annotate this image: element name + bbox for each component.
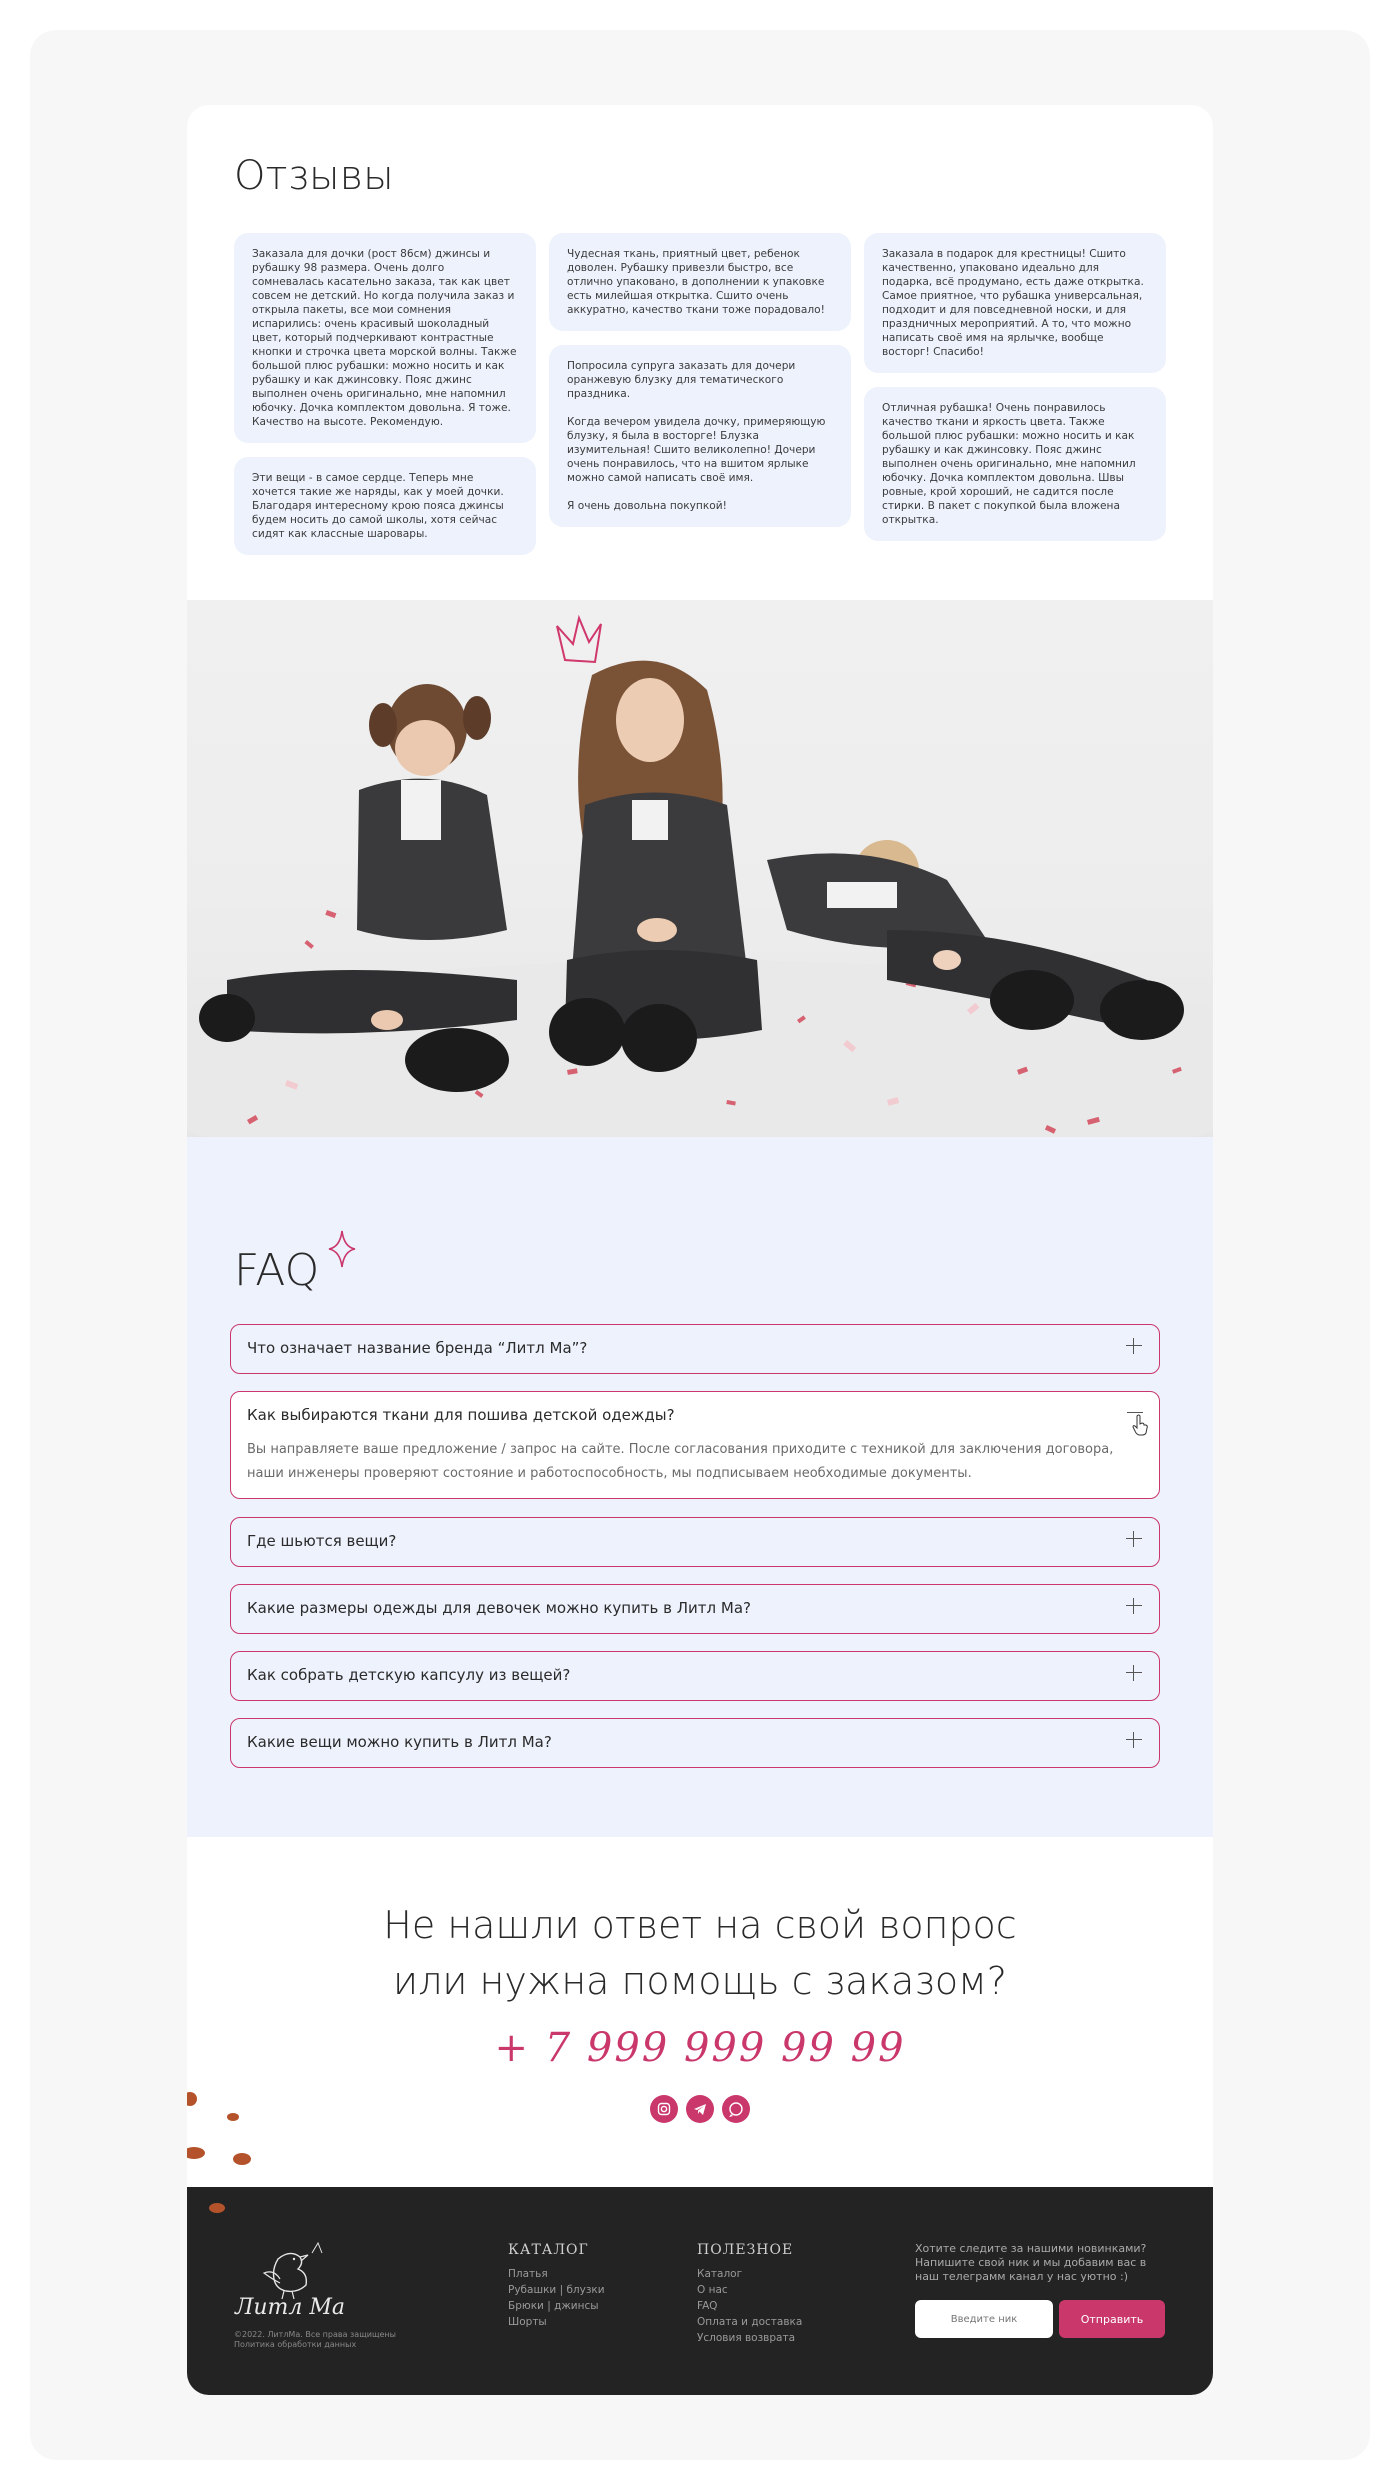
footer-useful-title: ПОЛЕЗНОЕ	[697, 2242, 794, 2258]
sparkle-icon	[327, 1229, 357, 1269]
reviews-column-1	[234, 233, 536, 569]
footer-link[interactable]: Условия возврата	[697, 2332, 796, 2344]
contact-heading	[187, 1897, 1213, 2009]
copyright	[234, 2330, 396, 2350]
faq-item[interactable]	[230, 1584, 1160, 1634]
review-card	[549, 233, 851, 331]
faq-question: Что означает название бренда “Литл Ма”?	[247, 1339, 588, 1357]
footer-link[interactable]: Шорты	[508, 2316, 547, 2328]
faq-question: Какие вещи можно купить в Литл Ма?	[247, 1733, 552, 1751]
faq-question: Какие размеры одежды для девочек можно купить в Литл Ма?	[247, 1599, 751, 1617]
copyright-text: ©2022. ЛитлМа. Все права защищены	[234, 2330, 396, 2339]
whatsapp-icon[interactable]	[722, 2095, 750, 2123]
faq-item[interactable]	[230, 1651, 1160, 1701]
contact-heading-line: Не нашли ответ на свой вопрос	[383, 1903, 1017, 1947]
plus-icon[interactable]	[1125, 1337, 1143, 1355]
plus-icon[interactable]	[1125, 1530, 1143, 1548]
footer-link[interactable]: Брюки | джинсы	[508, 2300, 599, 2312]
phone-link[interactable]: + 7 999 999 99 99	[494, 2025, 906, 2071]
hand-cursor-icon	[1131, 1414, 1149, 1436]
faq-item[interactable]	[230, 1324, 1160, 1374]
reviews-title: Отзывы	[234, 153, 394, 199]
review-text: Отличная рубашка! Очень понравилось качество ткани и яркость цвета. Также большой плюс рубашки: можно носить и как рубашку и как джинсовку. Пояс джинс выполнен очень оригинально, мне напомнил юбочку. Дочка комплектом довольна. Швы ровные, крой хороший, не садится после стирки. В пакет с покупкой была вложена открытка.	[882, 402, 1136, 526]
footer-link[interactable]: Оплата и доставка	[697, 2316, 803, 2328]
faq-question: Как собрать детскую капсулу из вещей?	[247, 1666, 571, 1684]
faq-item-open[interactable]	[230, 1391, 1160, 1499]
kids-photo	[187, 600, 1213, 1137]
decor-dot	[227, 2113, 239, 2121]
footer-catalog	[508, 2242, 605, 2330]
footer-link[interactable]: О нас	[697, 2284, 728, 2296]
review-card	[549, 345, 851, 527]
nickname-input[interactable]	[915, 2300, 1053, 2338]
faq-item[interactable]	[230, 1517, 1160, 1567]
reviews-column-3	[864, 233, 1166, 555]
review-text: Заказала для дочки (рост 86см) джинсы и рубашку 98 размера. Очень долго сомневалась касательно заказа, так как цвет совсем не детский. Но когда получила заказ и открыла пакеты, все мои сомнения испарились: очень красивый шоколадный цвет, который подчеркивают контрастные кнопки и строчка цвета морской волны. Также большой плюс рубашки: можно носить и как рубашку и как джинсовку. Пояс джинс выполнен очень оригинально, мне напомнил юбочку. Дочка комплектом довольна. Я тоже. Качество на высоте. Рекомендую.	[252, 248, 517, 428]
reviews-column-2	[549, 233, 851, 541]
faq-section	[187, 1137, 1213, 1837]
review-text: Когда вечером увидела дочку, примеряющую блузку, я была в восторге! Блузка изумительная! Сшито великолепно! Дочери очень понравилось, что на вшитом ярлыке можно самой написать своё имя.	[567, 416, 826, 484]
faq-title: FAQ	[234, 1245, 320, 1296]
contact-section	[187, 1837, 1213, 2187]
decor-dot	[233, 2153, 251, 2165]
faq-question: Где шьются вещи?	[247, 1532, 397, 1550]
telegram-icon[interactable]	[686, 2095, 714, 2123]
faq-question: Как выбираются ткани для пошива детской одежды?	[247, 1406, 675, 1424]
review-text: Я очень довольна покупкой!	[567, 500, 727, 512]
review-text: Эти вещи - в самое сердце. Теперь мне хочется такие же наряды, как у моей дочки. Благодаря интересному крою пояса джинсы будем носить до самой школы, хотя сейчас сидят как классные шаровары.	[252, 472, 504, 540]
page-sheet	[187, 105, 1213, 2395]
contact-heading-line: или нужна помощь с заказом?	[393, 1959, 1007, 2003]
send-button[interactable]: Отправить	[1059, 2300, 1165, 2338]
footer-link[interactable]: FAQ	[697, 2300, 718, 2312]
privacy-policy-link[interactable]: Политика обработки данных	[234, 2340, 357, 2349]
review-text: Заказала в подарок для крестницы! Сшито качественно, упаковано идеально для подарка, всё продумано, есть даже открытка. Самое приятное, что рубашка универсальная, подходит и для повседневной носки, и для праздничных мероприятий. А то, что можно написать своё имя на ярлычке, вообще восторг! Спасибо!	[882, 248, 1144, 358]
plus-icon[interactable]	[1125, 1664, 1143, 1682]
footer-link[interactable]: Платья	[508, 2268, 548, 2280]
plus-icon[interactable]	[1125, 1731, 1143, 1749]
plus-icon[interactable]	[1125, 1597, 1143, 1615]
decor-dot	[187, 2092, 197, 2106]
review-card	[864, 233, 1166, 373]
brand-name: Литл Ма	[235, 2295, 346, 2320]
footer-link[interactable]: Рубашки | блузки	[508, 2284, 605, 2296]
decor-dot	[187, 2147, 205, 2159]
review-text: Попросила супруга заказать для дочери оранжевую блузку для тематического праздника.	[567, 360, 796, 400]
footer-useful	[697, 2242, 802, 2346]
subscribe-text: Хотите следите за нашими новинками? Напишите свой ник и мы добавим вас в наш телеграмм канал у нас уютно :)	[915, 2242, 1147, 2283]
faq-answer: Вы направляете ваше предложение / запрос на сайте. После согласования приходите с техникой для заключения договора, наши инженеры проверяют состояние и работоспособность, мы подписываем необходимые документы.	[247, 1442, 1114, 1481]
footer-link[interactable]: Каталог	[697, 2268, 743, 2280]
footer	[187, 2187, 1213, 2395]
review-card	[864, 387, 1166, 541]
footer-catalog-title: КАТАЛОГ	[508, 2242, 589, 2258]
review-card	[234, 233, 536, 443]
decor-dot	[209, 2203, 225, 2213]
review-card	[234, 457, 536, 555]
kids-photo-illustration	[187, 600, 1213, 1137]
faq-item[interactable]	[230, 1718, 1160, 1768]
instagram-icon[interactable]	[650, 2095, 678, 2123]
review-text: Чудесная ткань, приятный цвет, ребенок доволен. Рубашку привезли быстро, все отлично упаковано, в дополнении к упаковке есть милейшая открытка. Сшито очень аккуратно, качество ткани тоже порадовало!	[567, 248, 825, 316]
